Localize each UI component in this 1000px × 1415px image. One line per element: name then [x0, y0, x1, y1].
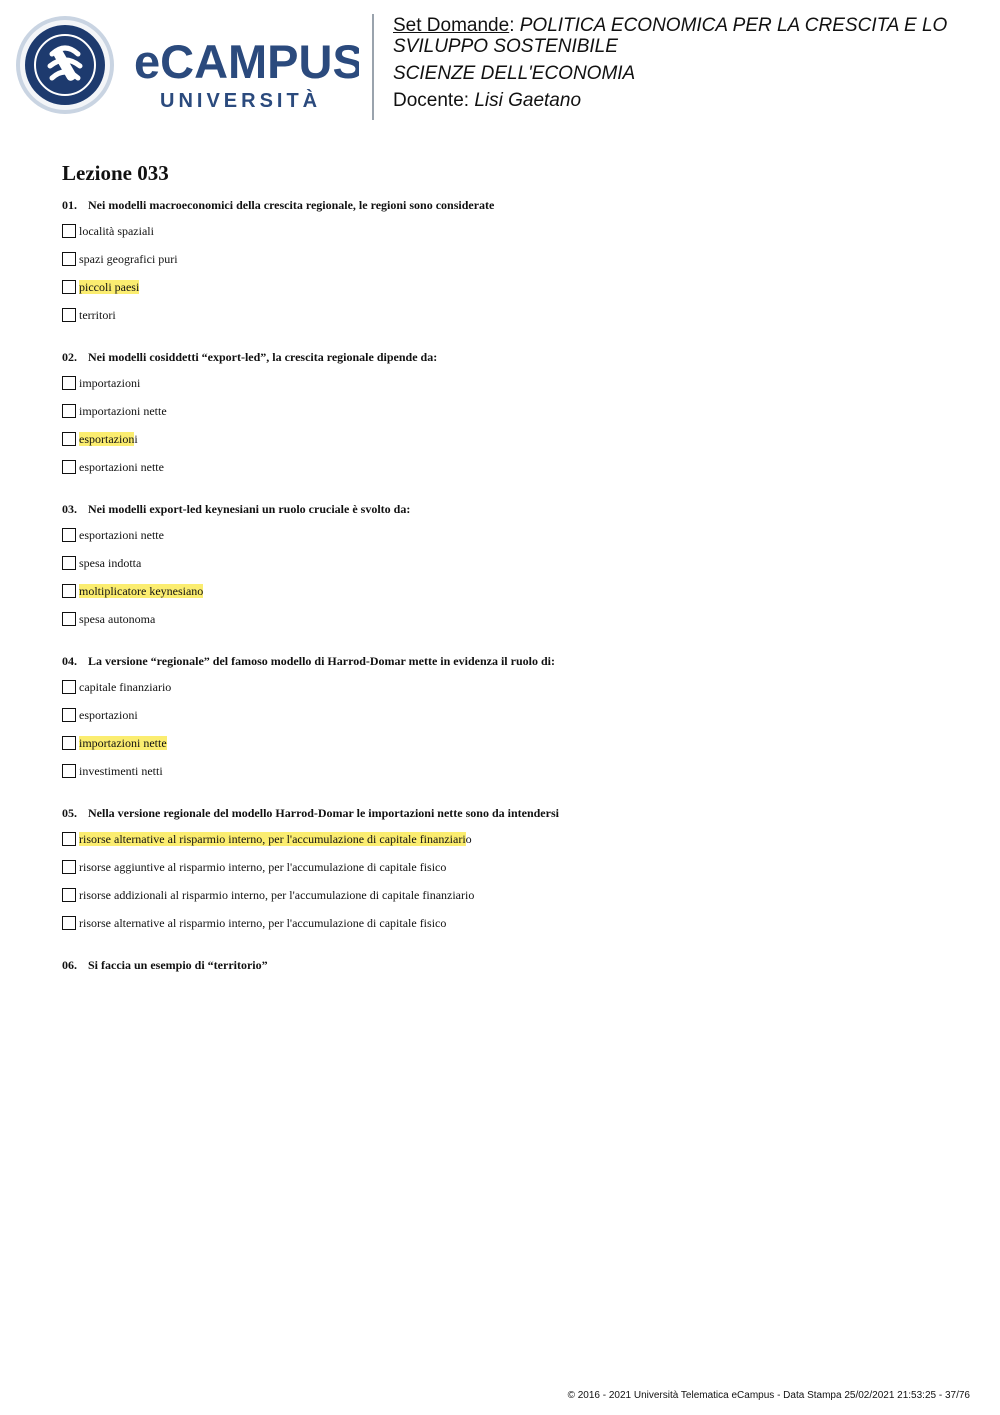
answer-option[interactable] — [62, 705, 962, 725]
question-prompt: Nella versione regionale del modello Harrod-Domar le importazioni nette sono da intendersi — [88, 806, 559, 820]
lesson-title: Lezione 033 — [62, 161, 169, 185]
answer-checkbox[interactable] — [62, 680, 76, 694]
answer-label — [79, 556, 141, 571]
answer-checkbox[interactable] — [62, 224, 76, 238]
answer-option[interactable] — [62, 677, 962, 697]
answer-checkbox[interactable] — [62, 528, 76, 542]
answer-option[interactable] — [62, 761, 962, 781]
highlighted-answer-text: piccoli paesi — [79, 279, 140, 294]
answer-label — [79, 308, 116, 323]
answer-option[interactable] — [62, 249, 962, 269]
answer-text: importazioni — [79, 375, 141, 390]
answer-option[interactable] — [62, 373, 962, 393]
answer-option[interactable] — [62, 429, 962, 449]
answer-label — [79, 528, 164, 543]
answer-option[interactable] — [62, 305, 962, 325]
question-prompt: Si faccia un esempio di “territorio” — [88, 958, 268, 972]
answer-checkbox[interactable] — [62, 308, 76, 322]
answer-text: importazioni nette — [79, 403, 167, 418]
answer-option[interactable] — [62, 885, 962, 905]
set-title-1: POLITICA ECONOMICA PER LA CRESCITA E LO — [519, 15, 948, 36]
answer-checkbox[interactable] — [62, 860, 76, 874]
teacher-name: Lisi Gaetano — [474, 90, 582, 111]
question-number: 05. — [62, 806, 77, 820]
answer-checkbox[interactable] — [62, 556, 76, 570]
header-divider — [372, 14, 374, 120]
answer-label — [79, 612, 155, 627]
question-4 — [62, 653, 962, 781]
question-number: 04. — [62, 654, 77, 668]
answer-label — [79, 404, 167, 419]
question-text — [62, 197, 962, 213]
answer-option[interactable] — [62, 733, 962, 753]
answer-option[interactable] — [62, 525, 962, 545]
question-2 — [62, 349, 962, 477]
set-title-line: Set Domande: POLITICA ECONOMICA PER LA CRESCITA E LO — [393, 15, 948, 36]
question-list — [62, 197, 962, 997]
answer-label — [79, 708, 138, 723]
question-text — [62, 805, 962, 821]
answer-label — [79, 584, 203, 599]
set-title-2: SVILUPPO SOSTENIBILE — [393, 36, 618, 57]
answer-checkbox[interactable] — [62, 584, 76, 598]
set-label: Set Domande — [393, 15, 510, 36]
ecampus-logo — [14, 14, 359, 118]
answer-text: spazi geografici puri — [79, 251, 178, 266]
answer-text: spesa autonoma — [79, 611, 156, 626]
question-text — [62, 501, 962, 517]
answer-text: territori — [79, 307, 116, 322]
answer-label — [79, 764, 163, 779]
course-name: SCIENZE DELL'ECONOMIA — [393, 63, 636, 84]
answer-option[interactable] — [62, 457, 962, 477]
logo-brand: eCAMPUS — [134, 35, 359, 88]
highlighted-answer-text: moltiplicatore keynesiano — [79, 583, 204, 598]
question-number: 01. — [62, 198, 77, 212]
answer-text: spesa indotta — [79, 555, 142, 570]
question-text — [62, 653, 962, 669]
answer-text: esportazioni — [79, 707, 138, 722]
answer-text: esportazioni nette — [79, 527, 164, 542]
question-prompt: Nei modelli cosiddetti “export-led”, la crescita regionale dipende da: — [88, 350, 438, 364]
answer-label — [79, 460, 164, 475]
question-text — [62, 957, 962, 973]
highlighted-answer-text: importazioni nette — [79, 735, 167, 750]
question-3 — [62, 501, 962, 629]
answer-option[interactable] — [62, 913, 962, 933]
answer-option[interactable] — [62, 221, 962, 241]
answer-option[interactable] — [62, 609, 962, 629]
answer-text: risorse aggiuntive al risparmio interno, per l'accumulazione di capitale fisico — [79, 859, 447, 874]
question-text — [62, 349, 962, 365]
answer-label — [79, 252, 178, 267]
question-number: 03. — [62, 502, 77, 516]
answer-checkbox[interactable] — [62, 460, 76, 474]
answer-label — [79, 736, 167, 751]
answer-text: risorse alternative al risparmio interno, per l'accumulazione di capitale fisico — [79, 915, 447, 930]
question-1 — [62, 197, 962, 325]
answer-checkbox[interactable] — [62, 832, 76, 846]
answer-checkbox[interactable] — [62, 708, 76, 722]
answer-label — [79, 680, 171, 695]
answer-text: località spaziali — [79, 223, 154, 238]
answer-label — [79, 432, 138, 447]
question-number: 06. — [62, 958, 77, 972]
answer-checkbox[interactable] — [62, 376, 76, 390]
answer-checkbox[interactable] — [62, 612, 76, 626]
answer-checkbox[interactable] — [62, 432, 76, 446]
answer-checkbox[interactable] — [62, 280, 76, 294]
logo-subtitle: UNIVERSITÀ — [160, 90, 322, 112]
header-info — [393, 15, 983, 111]
question-6 — [62, 957, 962, 973]
answer-option[interactable] — [62, 581, 962, 601]
answer-option[interactable] — [62, 401, 962, 421]
page-footer: © 2016 - 2021 Università Telematica eCampus - Data Stampa 25/02/2021 21:53:25 - 37/76 — [567, 1390, 970, 1401]
question-5 — [62, 805, 962, 933]
answer-checkbox[interactable] — [62, 252, 76, 266]
answer-checkbox[interactable] — [62, 888, 76, 902]
answer-text: risorse addizionali al risparmio interno, per l'accumulazione di capitale finanziario — [79, 887, 475, 902]
teacher-line — [393, 90, 983, 111]
answer-label — [79, 280, 139, 295]
answer-option[interactable] — [62, 277, 962, 297]
answer-option[interactable] — [62, 553, 962, 573]
answer-label — [79, 860, 446, 875]
answer-text: capitale finanziario — [79, 679, 172, 694]
answer-text: o — [465, 831, 472, 846]
question-number: 02. — [62, 350, 77, 364]
answer-checkbox[interactable] — [62, 404, 76, 418]
answer-label — [79, 376, 140, 391]
question-prompt: Nei modelli export-led keynesiani un ruolo cruciale è svolto da: — [88, 502, 411, 516]
question-prompt: La versione “regionale” del famoso modello di Harrod-Domar mette in evidenza il ruolo di: — [88, 654, 555, 668]
answer-label — [79, 916, 446, 931]
answer-text: esportazioni nette — [79, 459, 164, 474]
answer-checkbox[interactable] — [62, 916, 76, 930]
answer-label — [79, 224, 154, 239]
highlighted-answer-text: esportazion — [79, 431, 135, 446]
answer-label — [79, 832, 472, 847]
answer-checkbox[interactable] — [62, 764, 76, 778]
answer-label — [79, 888, 474, 903]
highlighted-answer-text: risorse alternative al risparmio interno, per l'accumulazione di capitale finanziari — [79, 831, 466, 846]
teacher-label: Docente: — [393, 90, 470, 111]
seal-icon — [16, 16, 114, 114]
answer-option[interactable] — [62, 857, 962, 877]
answer-text: investimenti netti — [79, 763, 163, 778]
question-prompt: Nei modelli macroeconomici della crescita regionale, le regioni sono considerate — [88, 198, 495, 212]
answer-option[interactable] — [62, 829, 962, 849]
answer-checkbox[interactable] — [62, 736, 76, 750]
answer-text: i — [134, 431, 138, 446]
